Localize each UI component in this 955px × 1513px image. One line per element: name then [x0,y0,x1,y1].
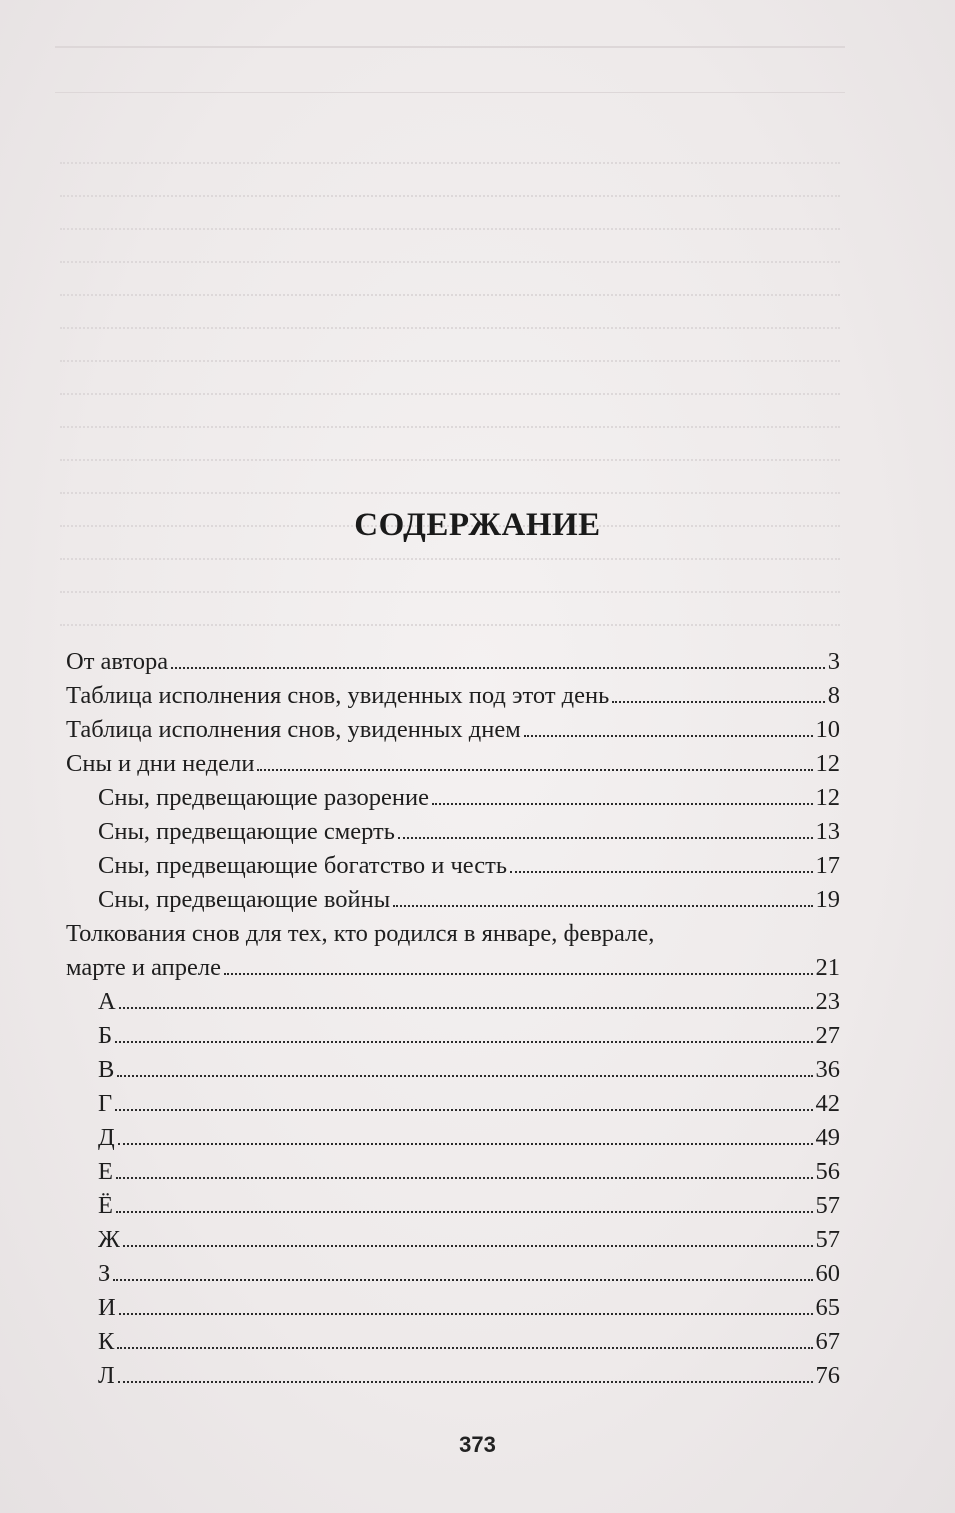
toc-entry-title: Г [98,1090,113,1117]
toc-entry-title: А [98,988,116,1015]
show-through-line [60,624,840,627]
toc-entry [66,679,840,713]
toc-entry [66,747,840,781]
dot-leader [117,1346,812,1349]
dot-leader [118,1142,813,1145]
table-of-contents [66,645,840,1393]
dot-leader [115,1108,812,1111]
toc-entry [66,883,840,917]
toc-entry-title: Таблица исполнения снов, увиденных днем [66,716,521,743]
show-through-line [60,261,840,264]
toc-entry-title: К [98,1328,115,1355]
dot-leader [119,1006,813,1009]
toc-entry-title: И [98,1294,116,1321]
toc-entry-page: 67 [815,1328,840,1355]
dot-leader [119,1312,813,1315]
toc-entry [66,1291,840,1325]
dot-leader [524,734,813,737]
toc-entry-title: З [98,1260,111,1287]
toc-entry-page: 49 [815,1124,840,1151]
show-through-rule [55,46,845,48]
contents-heading: СОДЕРЖАНИЕ [354,507,601,544]
show-through-rule [55,92,845,93]
toc-entry [66,1223,840,1257]
toc-entry [66,1155,840,1189]
toc-entry-title: Сны и дни недели [66,750,255,777]
toc-entry-title: марте и апреле [66,954,221,981]
toc-entry-page: 21 [815,954,840,981]
toc-entry [66,1325,840,1359]
toc-entry [66,1019,840,1053]
dot-leader [224,972,813,975]
toc-entry-page: 27 [815,1022,840,1049]
show-through-line [60,558,840,561]
toc-entry [66,1121,840,1155]
toc-entry-page: 8 [827,682,840,709]
toc-entry-title: Л [98,1362,115,1389]
show-through-line [60,162,840,165]
toc-entry-title: Ё [98,1192,113,1219]
dot-leader [115,1040,812,1043]
toc-entry-page: 56 [815,1158,840,1185]
toc-entry-page: 3 [827,648,840,675]
toc-entry-page: 23 [815,988,840,1015]
show-through-line [60,294,840,297]
toc-entry-title: Б [98,1022,113,1049]
show-through-line [60,426,840,429]
toc-entry-page: 17 [815,852,840,879]
show-through-line [60,492,840,495]
show-through-line [60,228,840,231]
toc-entry-page: 19 [815,886,840,913]
toc-entry [66,1087,840,1121]
toc-entry-title: Сны, предвещающие войны [98,886,391,913]
toc-entry [66,951,840,985]
toc-entry-page: 57 [815,1192,840,1219]
toc-entry-page: 57 [815,1226,840,1253]
toc-entry [66,1257,840,1291]
toc-entry-title: Е [98,1158,113,1185]
dot-leader [510,870,812,873]
toc-entry [66,1053,840,1087]
toc-entry-page: 12 [815,784,840,811]
toc-entry-title: В [98,1056,115,1083]
toc-entry-title: Сны, предвещающие разорение [98,784,429,811]
toc-entry-page: 76 [815,1362,840,1389]
dot-leader [123,1244,813,1247]
toc-entry-title: От автора [66,648,169,675]
toc-entry-title: Сны, предвещающие богатство и честь [98,852,508,879]
toc-entry-page: 65 [815,1294,840,1321]
show-through-line [60,459,840,462]
toc-entry [66,849,840,883]
show-through-line [60,327,840,330]
toc-entry [66,645,840,679]
toc-entry [66,985,840,1019]
toc-entry [66,917,840,951]
toc-entry-title: Ж [98,1226,120,1253]
dot-leader [116,1176,813,1179]
show-through-line [60,393,840,396]
page-number: 373 [459,1432,496,1457]
toc-entry-page: 10 [815,716,840,743]
show-through-line [60,360,840,363]
toc-entry-title: Толкования снов для тех, кто родился в январе, феврале, [66,920,655,947]
toc-entry-title: Таблица исполнения снов, увиденных под этот день [66,682,610,709]
dot-leader [117,1074,812,1077]
toc-entry [66,815,840,849]
toc-entry-page: 36 [815,1056,840,1083]
dot-leader [113,1278,812,1281]
toc-entry [66,713,840,747]
toc-entry-title: Д [98,1124,115,1151]
dot-leader [612,700,824,703]
toc-entry [66,1189,840,1223]
toc-entry-page: 13 [815,818,840,845]
toc-entry-title: Сны, предвещающие смерть [98,818,395,845]
show-through-line [60,591,840,594]
dot-leader [393,904,812,907]
dot-leader [171,666,825,669]
dot-leader [432,802,813,805]
toc-entry [66,781,840,815]
show-through-line [60,195,840,198]
toc-entry-page: 42 [815,1090,840,1117]
toc-entry-page: 12 [815,750,840,777]
dot-leader [257,768,812,771]
dot-leader [398,836,813,839]
toc-entry-page: 60 [815,1260,840,1287]
dot-leader [116,1210,813,1213]
dot-leader [118,1380,813,1383]
toc-entry [66,1359,840,1393]
